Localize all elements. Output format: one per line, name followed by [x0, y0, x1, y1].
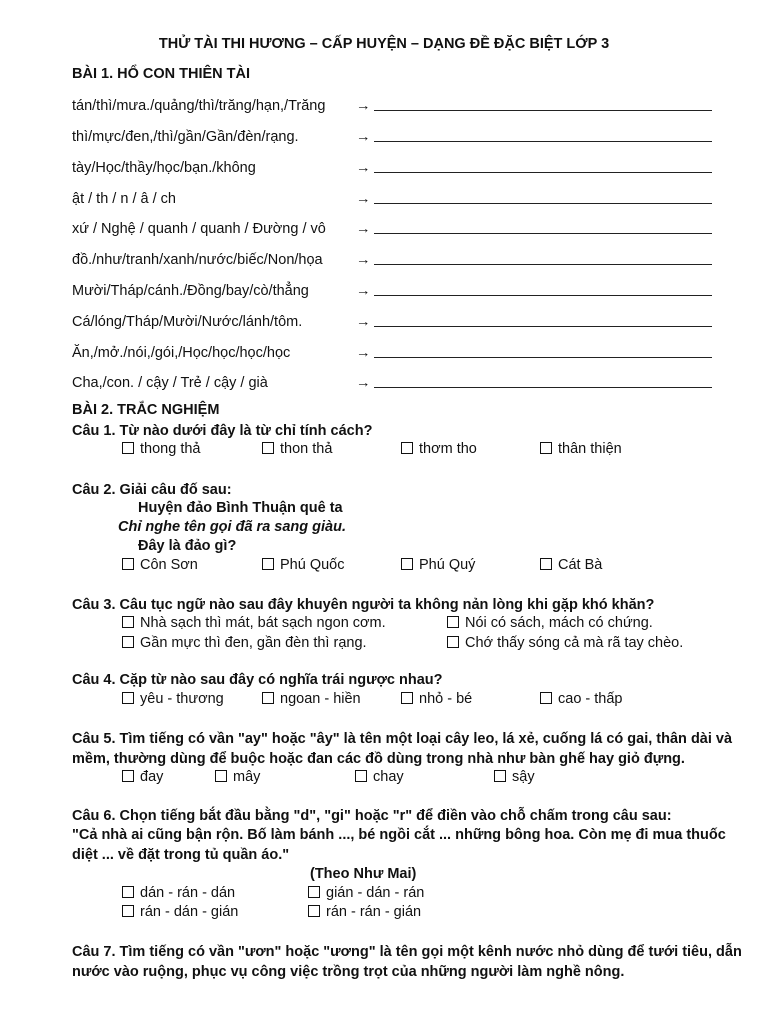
- q2-riddle-line-1: Huyện đảo Bình Thuận quê ta: [138, 500, 343, 516]
- answer-option[interactable]: [122, 633, 367, 653]
- arrow-right-icon: →: [356, 221, 371, 237]
- q2-label: Câu 2. Giải câu đố sau:: [72, 482, 232, 498]
- answer-option[interactable]: [494, 767, 535, 787]
- answer-option[interactable]: [122, 555, 198, 575]
- checkbox-icon[interactable]: [122, 692, 134, 704]
- arrow-right-icon: →: [356, 129, 371, 145]
- checkbox-icon[interactable]: [540, 442, 552, 454]
- arrow-right-icon: →: [356, 345, 371, 361]
- answer-blank[interactable]: [374, 172, 712, 173]
- checkbox-icon[interactable]: [122, 905, 134, 917]
- answer-option[interactable]: [308, 902, 421, 922]
- checkbox-icon[interactable]: [262, 442, 274, 454]
- scrambled-text: Ăn,/mở./nói,/gói,/Học/học/học/học: [72, 345, 291, 361]
- answer-option[interactable]: [122, 902, 238, 922]
- checkbox-icon[interactable]: [122, 558, 134, 570]
- scrambled-text: ật / th / n / â / ch: [72, 191, 176, 207]
- scrambled-text: tày/Học/thầy/học/bạn./không: [72, 160, 256, 176]
- q4-label: Câu 4. Cặp từ nào sau đây có nghĩa trái ngược nhau?: [72, 672, 443, 688]
- option-label: thân thiện: [558, 441, 622, 457]
- checkbox-icon[interactable]: [122, 616, 134, 628]
- scrambled-text: thì/mực/đen,/thì/gần/Gần/đèn/rạng.: [72, 129, 299, 145]
- arrow-right-icon: →: [356, 252, 371, 268]
- answer-blank[interactable]: [374, 203, 712, 204]
- option-label: rán - rán - gián: [326, 904, 422, 920]
- scrambled-text: Cá/lóng/Tháp/Mười/Nước/lánh/tôm.: [72, 314, 303, 330]
- checkbox-icon[interactable]: [122, 886, 134, 898]
- checkbox-icon[interactable]: [122, 770, 134, 782]
- answer-option[interactable]: [122, 883, 235, 903]
- checkbox-icon[interactable]: [122, 442, 134, 454]
- arrow-right-icon: →: [356, 191, 371, 207]
- q6-label: Câu 6. Chọn tiếng bắt đầu bằng "d", "gi" hoặc "r" để điền vào chỗ chấm trong câu sau:: [72, 808, 672, 824]
- checkbox-icon[interactable]: [540, 558, 552, 570]
- section-bai1-heading: BÀI 1. HỔ CON THIÊN TÀI: [72, 66, 251, 82]
- q5-label: Câu 5. Tìm tiếng có vần "ay" hoặc "ây" là tên một loại cây leo, lá xẻ, cuống lá có gai, thân dài và mềm, thường dùng để buộc hoặc đan các đồ dùng trong nhà như bàn ghế hay giỏ đựng.: [72, 731, 733, 767]
- q2-riddle-line-3: Đây là đảo gì?: [138, 538, 237, 554]
- q7-label: Câu 7. Tìm tiếng có vần "ươn" hoặc "ương" là tên gọi một kênh nước nhỏ dùng để tưới tiêu, dẫn nước vào ruộng, phục vụ công việc trồng trọt của những người làm nghề nông.: [72, 944, 742, 980]
- arrow-right-icon: →: [356, 98, 371, 114]
- checkbox-icon[interactable]: [122, 636, 134, 648]
- q2-riddle-line-2: Chỉ nghe tên gọi đã ra sang giàu.: [118, 519, 346, 535]
- answer-option[interactable]: [122, 439, 200, 459]
- option-label: Cát Bà: [558, 557, 603, 573]
- answer-option[interactable]: [447, 633, 683, 653]
- page-title: THỬ TÀI THI HƯƠNG – CẤP HUYỆN – DẠNG ĐỀ ĐẶC BIỆT LỚP 3: [158, 36, 610, 52]
- checkbox-icon[interactable]: [308, 886, 320, 898]
- option-label: đay: [140, 769, 164, 785]
- scrambled-text: đồ./như/tranh/xanh/nước/biếc/Non/họa: [72, 252, 323, 268]
- checkbox-icon[interactable]: [494, 770, 506, 782]
- answer-blank[interactable]: [374, 357, 712, 358]
- option-label: Phú Quốc: [280, 557, 345, 573]
- answer-option[interactable]: [401, 439, 477, 459]
- answer-blank[interactable]: [374, 233, 712, 234]
- scrambled-text: xứ / Nghệ / quanh / quanh / Đường / vô: [72, 221, 326, 237]
- answer-option[interactable]: [401, 689, 472, 709]
- checkbox-icon[interactable]: [215, 770, 227, 782]
- answer-option[interactable]: [122, 689, 224, 709]
- answer-blank[interactable]: [374, 295, 712, 296]
- option-label: nhỏ - bé: [419, 691, 473, 707]
- answer-option[interactable]: [447, 613, 653, 633]
- answer-option[interactable]: [308, 883, 424, 903]
- checkbox-icon[interactable]: [447, 636, 459, 648]
- answer-blank[interactable]: [374, 110, 712, 111]
- arrow-right-icon: →: [356, 375, 371, 391]
- option-label: ngoan - hiền: [280, 691, 361, 707]
- checkbox-icon[interactable]: [401, 442, 413, 454]
- option-label: cao - thấp: [558, 691, 623, 707]
- section-bai2-heading: BÀI 2. TRẮC NGHIỆM: [72, 402, 220, 418]
- answer-blank[interactable]: [374, 264, 712, 265]
- answer-option[interactable]: [215, 767, 260, 787]
- checkbox-icon[interactable]: [262, 692, 274, 704]
- option-label: Phú Quý: [419, 557, 476, 573]
- answer-option[interactable]: [540, 689, 623, 709]
- option-label: Chớ thấy sóng cả mà rã tay chèo.: [465, 635, 684, 651]
- arrow-right-icon: →: [356, 283, 371, 299]
- checkbox-icon[interactable]: [355, 770, 367, 782]
- answer-option[interactable]: [540, 439, 622, 459]
- checkbox-icon[interactable]: [401, 692, 413, 704]
- q6-quote: "Cả nhà ai cũng bận rộn. Bố làm bánh ..., bé ngồi cắt ... những bông hoa. Còn mẹ đi mua thuốc diệt ... về đặt trong tủ quần áo.": [72, 827, 726, 863]
- option-label: dán - rán - dán: [140, 885, 236, 901]
- arrow-right-icon: →: [356, 160, 371, 176]
- option-label: mây: [233, 769, 261, 785]
- option-label: Nói có sách, mách có chứng.: [465, 615, 653, 631]
- arrow-right-icon: →: [356, 314, 371, 330]
- scrambled-text: Cha,/con. / cậy / Trẻ / cậy / già: [72, 375, 268, 391]
- scrambled-text: Mười/Tháp/cánh./Đồng/bay/cò/thẳng: [72, 283, 309, 299]
- answer-option[interactable]: [122, 613, 386, 633]
- option-label: thon thả: [280, 441, 333, 457]
- answer-blank[interactable]: [374, 141, 712, 142]
- option-label: Nhà sạch thì mát, bát sạch ngon cơm.: [140, 615, 386, 631]
- option-label: sậy: [512, 769, 535, 785]
- q1-label: Câu 1. Từ nào dưới đây là từ chỉ tính cách?: [72, 423, 373, 439]
- answer-option[interactable]: [540, 555, 602, 575]
- option-label: chay: [373, 769, 404, 785]
- option-label: gián - dán - rán: [326, 885, 425, 901]
- checkbox-icon[interactable]: [308, 905, 320, 917]
- answer-option[interactable]: [355, 767, 404, 787]
- checkbox-icon[interactable]: [401, 558, 413, 570]
- answer-option[interactable]: [262, 555, 345, 575]
- checkbox-icon[interactable]: [262, 558, 274, 570]
- answer-blank[interactable]: [374, 326, 712, 327]
- answer-blank[interactable]: [374, 387, 712, 388]
- checkbox-icon[interactable]: [540, 692, 552, 704]
- q6-source: (Theo Như Mai): [310, 866, 417, 882]
- option-label: rán - dán - gián: [140, 904, 239, 920]
- answer-option[interactable]: [122, 767, 163, 787]
- option-label: thong thả: [140, 441, 201, 457]
- answer-option[interactable]: [262, 689, 361, 709]
- answer-option[interactable]: [401, 555, 475, 575]
- answer-option[interactable]: [262, 439, 332, 459]
- option-label: yêu - thương: [140, 691, 224, 707]
- option-label: thơm tho: [419, 441, 477, 457]
- option-label: Gần mực thì đen, gần đèn thì rạng.: [140, 635, 367, 651]
- scrambled-text: tán/thì/mưa./quảng/thì/trăng/hạn,/Trăng: [72, 98, 326, 114]
- q3-label: Câu 3. Câu tục ngữ nào sau đây khuyên người ta không nản lòng khi gặp khó khăn?: [72, 597, 655, 613]
- checkbox-icon[interactable]: [447, 616, 459, 628]
- option-label: Côn Sơn: [140, 557, 198, 573]
